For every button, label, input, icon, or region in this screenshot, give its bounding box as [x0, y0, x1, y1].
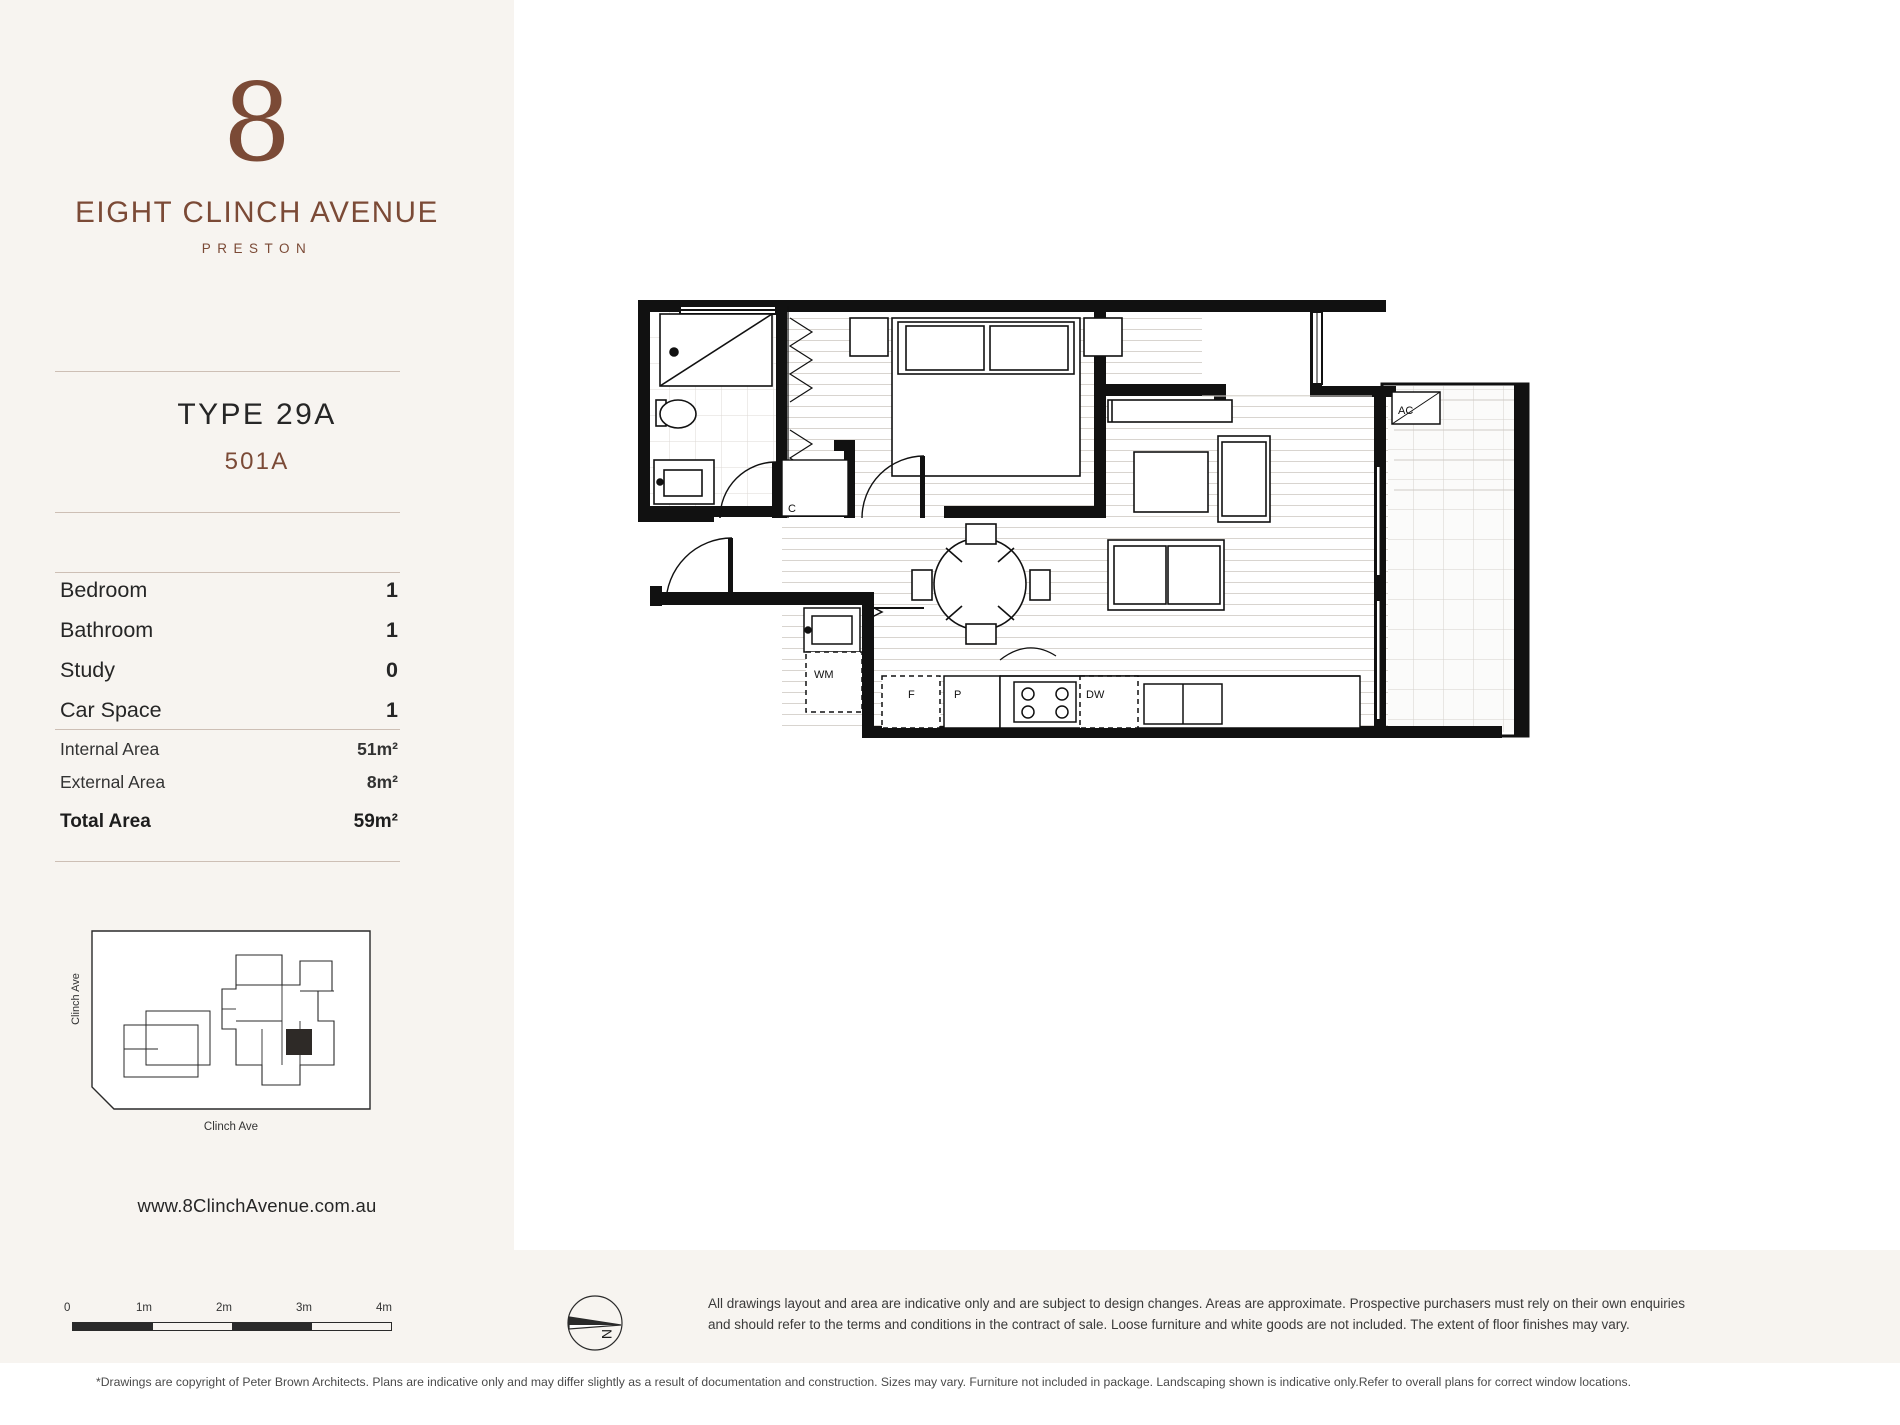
scale-tick-labels [64, 1302, 404, 1318]
unit-number: 501A [224, 448, 290, 475]
area-row [60, 733, 398, 766]
key-plan-diagram [86, 925, 376, 1115]
keyplan-street-bottom: Clinch Ave [203, 1121, 259, 1133]
compass-letter: N [599, 1329, 615, 1340]
dw-label: DW [1086, 689, 1105, 701]
disclaimer-line-1: All drawings layout and area are indicative only and are subject to design changes. Areas are approximate. Prospective purchasers must rely on their own enquiries [708, 1296, 1686, 1311]
total-area-value: 59m² [353, 811, 398, 832]
scale-tick: 2m [216, 1302, 232, 1314]
divider-under-specs [55, 572, 400, 573]
divider-under-unit [55, 512, 400, 513]
keyplan-street-left: Clinch Ave [69, 973, 82, 1025]
area-table [60, 733, 398, 839]
plan-type-title: TYPE 29A [177, 398, 337, 431]
brand-suburb: PRESTON [201, 241, 313, 256]
disclaimer-line-2: and should refer to the terms and conditions in the contract of sale. Loose furniture and white goods are not included. The extent of floor finishes may vary. [708, 1316, 1630, 1332]
closet-label: C [788, 503, 796, 515]
scale-bar-graphic [72, 1322, 392, 1331]
spec-label: Bedroom [60, 577, 148, 602]
area-label: Internal Area [60, 739, 160, 759]
floor-plan-drawing [514, 0, 1900, 1250]
wm-label: WM [814, 669, 834, 681]
scale-tick: 3m [296, 1302, 312, 1314]
brand-numeral: 8 [222, 61, 292, 186]
compass-icon [560, 1288, 630, 1358]
area-label: External Area [60, 772, 166, 792]
spec-label: Study [60, 657, 115, 682]
spec-row [60, 650, 398, 690]
sidebar-panel [0, 0, 514, 1250]
area-row [60, 766, 398, 799]
scale-tick: 4m [376, 1302, 392, 1314]
area-value: 51m² [357, 739, 398, 759]
spec-value: 0 [386, 657, 398, 682]
divider-under-areas [55, 729, 400, 730]
divider-above-keyplan [55, 861, 400, 862]
floor-plan [514, 0, 1900, 1250]
fridge-label: F [908, 689, 915, 701]
spec-value: 1 [386, 697, 398, 722]
total-area-label: Total Area [60, 811, 151, 832]
scale-tick: 0 [64, 1302, 71, 1314]
pantry-label: P [954, 689, 962, 701]
spec-row [60, 690, 398, 730]
total-area-row [60, 799, 398, 839]
spec-table [60, 570, 398, 730]
spec-row [60, 570, 398, 610]
spec-label: Bathroom [60, 617, 154, 642]
scale-tick: 1m [136, 1302, 152, 1314]
spec-label: Car Space [60, 697, 162, 722]
website-link[interactable]: www.8ClinchAvenue.com.au [137, 1195, 377, 1216]
disclaimer-text [708, 1294, 1838, 1336]
ac-label: AC [1398, 405, 1414, 417]
brand-logo [0, 61, 514, 256]
spec-value: 1 [386, 577, 398, 602]
north-arrow [560, 1288, 630, 1358]
spec-value: 1 [386, 617, 398, 642]
spec-row [60, 610, 398, 650]
divider-top [55, 371, 400, 372]
brand-name: EIGHT CLINCH AVENUE [75, 196, 439, 229]
area-value: 8m² [366, 772, 398, 792]
key-plan [69, 925, 376, 1133]
copyright-text: *Drawings are copyright of Peter Brown Architects. Plans are indicative only and may differ slightly as a result of documentation and construction. Sizes may vary. Furniture not included in package. Landscaping shown is indicative only.Refer to overall plans for correct window locations. [96, 1375, 1632, 1389]
scale-bar [64, 1302, 404, 1342]
